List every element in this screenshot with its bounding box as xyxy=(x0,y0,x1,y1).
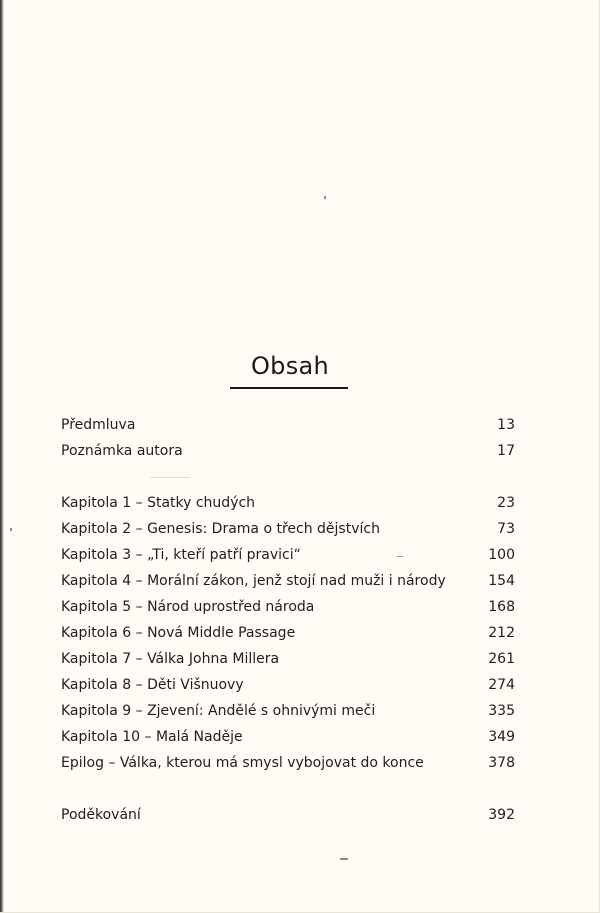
toc-entry-label: Kapitola 1 – Statky chudých xyxy=(61,495,256,511)
toc-entry-label: Epilog – Válka, kterou má smysl vybojovat do konce xyxy=(61,755,424,771)
toc-entry-page: 335 xyxy=(488,703,515,719)
toc-entry-label: Kapitola 3 – „Ti, kteří patří pravici“ xyxy=(61,547,301,563)
toc-entry-page: 274 xyxy=(488,677,515,693)
toc-entry-chapter-8 xyxy=(61,675,515,695)
toc-entry-chapter-7 xyxy=(61,649,515,669)
toc-entry-chapter-1 xyxy=(61,493,515,513)
toc-entry-acknowledgements xyxy=(61,805,515,825)
toc-entry-page: 100 xyxy=(488,547,515,563)
scan-speck xyxy=(324,196,326,199)
toc-entry-page: 17 xyxy=(497,443,515,459)
toc-entry-label: Kapitola 2 – Genesis: Drama o třech dějstvích xyxy=(61,521,380,537)
toc-entry-label: Poznámka autora xyxy=(61,443,183,459)
toc-entry-label: Kapitola 4 – Morální zákon, jenž stojí nad muži i národy xyxy=(61,573,446,589)
toc-entry-page: 23 xyxy=(497,495,515,511)
toc-entry-author-note xyxy=(61,441,515,461)
toc-entry-chapter-3 xyxy=(61,545,515,565)
toc-entry-chapter-5 xyxy=(61,597,515,617)
toc-entry-page: 212 xyxy=(488,625,515,641)
toc-entry-chapter-9 xyxy=(61,701,515,721)
scan-speck xyxy=(150,477,190,478)
toc-entry-chapter-2 xyxy=(61,519,515,539)
toc-entry-chapter-10 xyxy=(61,727,515,747)
toc-entry-label: Poděkování xyxy=(61,807,141,823)
toc-entry-page: 392 xyxy=(488,807,515,823)
toc-entry-page: 73 xyxy=(497,521,515,537)
toc-title: Obsah xyxy=(250,352,330,380)
toc-entry-page: 261 xyxy=(488,651,515,667)
toc-entry-page: 349 xyxy=(488,729,515,745)
scan-speck xyxy=(10,528,12,531)
toc-entry-label: Kapitola 9 – Zjevení: Andělé s ohnivými meči xyxy=(61,703,376,719)
scan-speck xyxy=(397,556,403,557)
toc-entry-page: 378 xyxy=(488,755,515,771)
toc-entry-label: Kapitola 5 – Národ uprostřed národa xyxy=(61,599,315,615)
toc-entry-page: 168 xyxy=(488,599,515,615)
toc-entry-label: Kapitola 6 – Nová Middle Passage xyxy=(61,625,296,641)
toc-entry-foreword xyxy=(61,415,515,435)
toc-entry-label: Kapitola 8 – Děti Višnuovy xyxy=(61,677,244,693)
toc-entry-label: Předmluva xyxy=(61,417,136,433)
toc-entry-chapter-4 xyxy=(61,571,515,591)
toc-entry-label: Kapitola 7 – Válka Johna Millera xyxy=(61,651,280,667)
title-underline xyxy=(230,387,348,389)
toc-entry-epilogue xyxy=(61,753,515,773)
toc-entry-page: 13 xyxy=(497,417,515,433)
toc-entry-label: Kapitola 10 – Malá Naděje xyxy=(61,729,243,745)
scan-speck xyxy=(340,858,348,860)
toc-entry-page: 154 xyxy=(488,573,515,589)
toc-entry-chapter-6 xyxy=(61,623,515,643)
page-edge-shadow xyxy=(0,0,4,913)
